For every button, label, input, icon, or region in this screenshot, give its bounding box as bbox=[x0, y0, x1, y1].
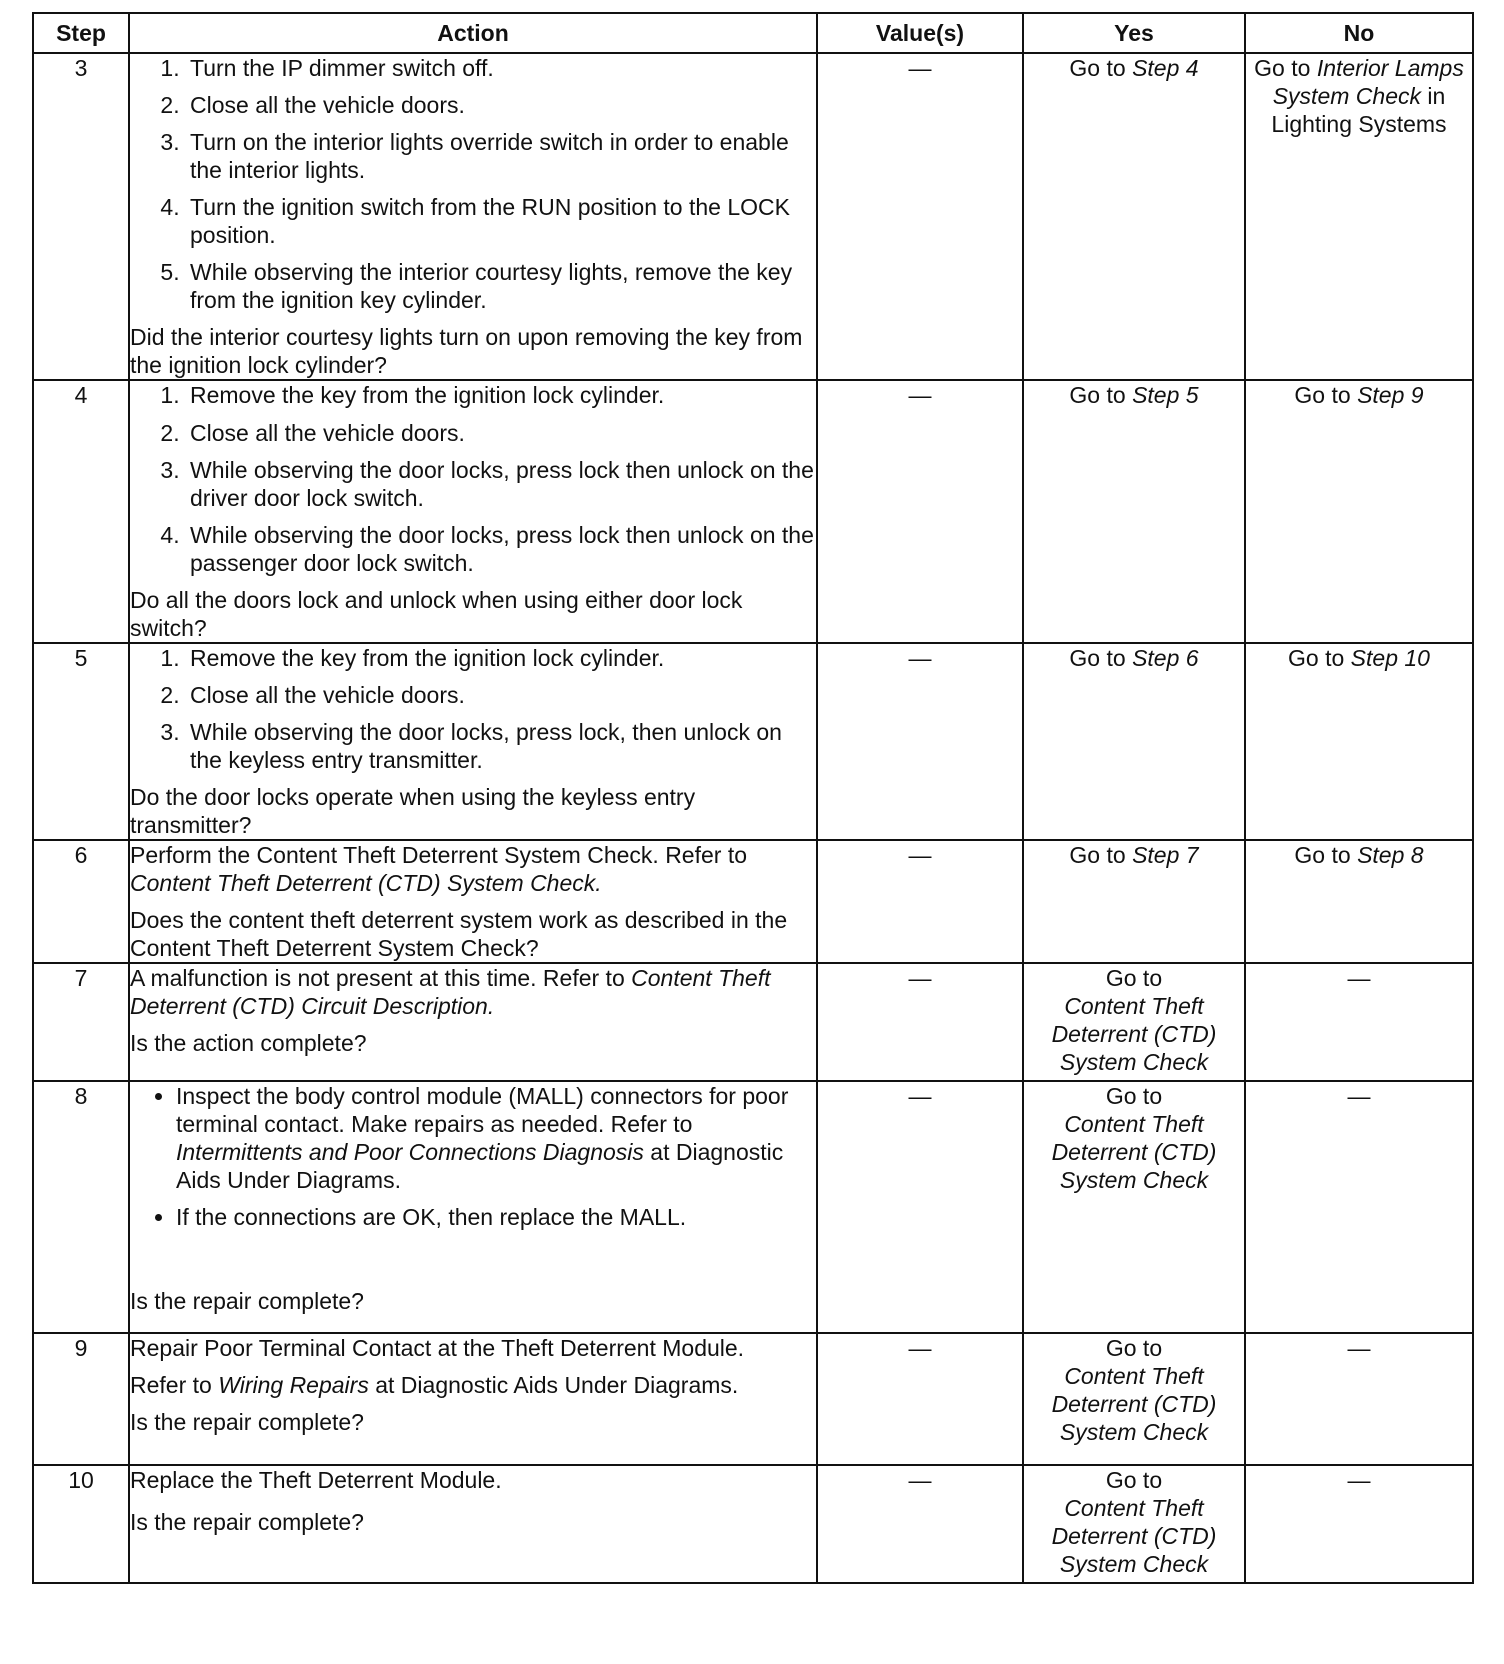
no-cell bbox=[1245, 643, 1473, 840]
no-cell: — bbox=[1245, 1081, 1473, 1333]
step-number: 8 bbox=[33, 1081, 129, 1333]
yes-prefix: Go to bbox=[1105, 965, 1163, 992]
table-row bbox=[33, 53, 1473, 380]
action-cell bbox=[129, 840, 817, 963]
yes-cell bbox=[1023, 1333, 1245, 1465]
question-text: Is the repair complete? bbox=[130, 1287, 364, 1314]
yes-prefix: Go to bbox=[1105, 1467, 1163, 1494]
table-row bbox=[33, 1465, 1473, 1583]
no-link[interactable]: Interior Lamps System Check bbox=[1272, 55, 1464, 110]
action-cell bbox=[129, 963, 817, 1081]
table-row bbox=[33, 1081, 1473, 1333]
step-number: 9 bbox=[33, 1333, 129, 1465]
action-cell bbox=[129, 643, 817, 840]
yes-prefix: Go to bbox=[1069, 382, 1133, 409]
question-text: Is the repair complete? bbox=[130, 1509, 364, 1536]
step-number: 5 bbox=[33, 643, 129, 840]
yes-link[interactable]: Step 4 bbox=[1132, 55, 1199, 81]
action-text: Replace the Theft Deterrent Module. bbox=[130, 1467, 502, 1494]
yes-cell bbox=[1023, 1465, 1245, 1583]
list-item: 1. Turn the IP dimmer switch off. bbox=[186, 54, 816, 82]
list-item: 3. Turn on the interior lights override switch in order to enable the interior lights. bbox=[186, 128, 816, 184]
list-item: 5. While observing the interior courtesy lights, remove the key from the ignition key cylinder. bbox=[186, 258, 816, 314]
action-cell bbox=[129, 1081, 817, 1333]
list-item: 4. While observing the door locks, press lock then unlock on the passenger door lock switch. bbox=[186, 521, 816, 577]
header-no: No bbox=[1245, 13, 1473, 53]
ref-prefix: Refer to bbox=[130, 1372, 219, 1399]
list-item: 1. Remove the key from the ignition lock cylinder. bbox=[186, 644, 816, 672]
action-bullets-list bbox=[130, 1082, 816, 1230]
yes-link[interactable]: Step 6 bbox=[1132, 644, 1199, 671]
value-cell: — bbox=[817, 380, 1023, 642]
value-cell: — bbox=[817, 643, 1023, 840]
action-text-plain: A malfunction is not present at this time. Refer to bbox=[130, 965, 632, 992]
action-text bbox=[130, 841, 816, 897]
reference-link[interactable]: Intermittents and Poor Connections Diagnosis bbox=[176, 1139, 644, 1166]
action-text bbox=[130, 964, 816, 1020]
yes-link[interactable]: Content Theft Deterrent (CTD) System Check bbox=[1051, 1363, 1217, 1446]
action-steps-list bbox=[130, 644, 816, 774]
no-prefix: Go to bbox=[1254, 55, 1317, 81]
bullet-text-suffix: at Diagnostic Aids Under Diagrams. bbox=[176, 1139, 784, 1194]
yes-cell bbox=[1023, 380, 1245, 642]
question-text: Do the door locks operate when using the keyless entry transmitter? bbox=[130, 784, 696, 839]
step-number: 7 bbox=[33, 963, 129, 1081]
reference-text bbox=[130, 1371, 816, 1399]
question-text: Do all the doors lock and unlock when using either door lock switch? bbox=[130, 586, 743, 641]
reference-link[interactable]: Wiring Repairs bbox=[218, 1372, 369, 1399]
value-cell: — bbox=[817, 840, 1023, 963]
header-values: Value(s) bbox=[817, 13, 1023, 53]
header-action: Action bbox=[129, 13, 817, 53]
value-cell: — bbox=[817, 1333, 1023, 1465]
yes-prefix: Go to bbox=[1105, 1335, 1163, 1362]
action-cell bbox=[129, 53, 817, 380]
action-steps-list bbox=[130, 54, 816, 314]
no-link[interactable]: Step 10 bbox=[1350, 644, 1430, 671]
reference-link[interactable]: Content Theft Deterrent (CTD) Circuit Description. bbox=[130, 965, 771, 1020]
yes-cell bbox=[1023, 643, 1245, 840]
list-item: 2. Close all the vehicle doors. bbox=[186, 681, 816, 709]
step-number: 3 bbox=[33, 53, 129, 380]
yes-cell bbox=[1023, 963, 1245, 1081]
no-cell: — bbox=[1245, 963, 1473, 1081]
reference-link[interactable]: Content Theft Deterrent (CTD) System Check. bbox=[130, 870, 602, 897]
step-number: 4 bbox=[33, 380, 129, 642]
question-text: Does the content theft deterrent system work as described in the Content Theft Deterrent System Check? bbox=[130, 907, 788, 962]
no-prefix: Go to bbox=[1288, 644, 1351, 671]
yes-link[interactable]: Content Theft Deterrent (CTD) System Check bbox=[1051, 993, 1217, 1076]
yes-prefix: Go to bbox=[1069, 55, 1133, 81]
yes-prefix: Go to bbox=[1105, 1083, 1163, 1110]
header-step: Step bbox=[33, 13, 129, 53]
step-number: 10 bbox=[33, 1465, 129, 1583]
table-row bbox=[33, 380, 1473, 642]
no-prefix: Go to bbox=[1294, 842, 1358, 869]
no-cell bbox=[1245, 53, 1473, 380]
no-cell: — bbox=[1245, 1333, 1473, 1465]
yes-cell bbox=[1023, 1081, 1245, 1333]
value-cell: — bbox=[817, 1465, 1023, 1583]
step-number: 6 bbox=[33, 840, 129, 963]
action-cell bbox=[129, 1333, 817, 1465]
question-text: Is the action complete? bbox=[130, 1030, 367, 1057]
list-item bbox=[176, 1082, 816, 1194]
yes-link[interactable]: Content Theft Deterrent (CTD) System Check bbox=[1051, 1495, 1217, 1578]
action-text: Repair Poor Terminal Contact at the Theft Deterrent Module. bbox=[130, 1335, 745, 1362]
no-cell bbox=[1245, 840, 1473, 963]
yes-link[interactable]: Content Theft Deterrent (CTD) System Check bbox=[1051, 1111, 1217, 1194]
table-row bbox=[33, 643, 1473, 840]
question-text: Is the repair complete? bbox=[130, 1409, 364, 1436]
list-item: 2. Close all the vehicle doors. bbox=[186, 419, 816, 447]
action-text-plain: Perform the Content Theft Deterrent System Check. Refer to bbox=[130, 842, 748, 869]
action-steps-list bbox=[130, 381, 816, 576]
table-row bbox=[33, 840, 1473, 963]
no-cell: — bbox=[1245, 1465, 1473, 1583]
action-cell bbox=[129, 380, 817, 642]
no-prefix: Go to bbox=[1294, 382, 1358, 409]
value-cell: — bbox=[817, 53, 1023, 380]
ref-suffix: at Diagnostic Aids Under Diagrams. bbox=[368, 1372, 739, 1399]
table-row bbox=[33, 963, 1473, 1081]
no-link[interactable]: Step 9 bbox=[1357, 382, 1424, 409]
list-item: 2. Close all the vehicle doors. bbox=[186, 91, 816, 119]
list-item: 1. Remove the key from the ignition lock cylinder. bbox=[186, 381, 816, 409]
table-header-row bbox=[33, 13, 1473, 53]
question-text: Did the interior courtesy lights turn on upon removing the key from the ignition lock cylinder? bbox=[130, 324, 803, 379]
no-suffix: in Lighting Systems bbox=[1271, 83, 1447, 138]
action-cell bbox=[129, 1465, 817, 1583]
header-yes: Yes bbox=[1023, 13, 1245, 53]
value-cell: — bbox=[817, 963, 1023, 1081]
list-item: 4. Turn the ignition switch from the RUN position to the LOCK position. bbox=[186, 193, 816, 249]
no-cell bbox=[1245, 380, 1473, 642]
list-item: 3. While observing the door locks, press lock, then unlock on the keyless entry transmitter. bbox=[186, 718, 816, 774]
list-item: • If the connections are OK, then replace the MALL. bbox=[176, 1203, 816, 1231]
table-row bbox=[33, 1333, 1473, 1465]
diagnostic-table bbox=[32, 12, 1474, 1584]
yes-link[interactable]: Step 7 bbox=[1132, 842, 1199, 869]
value-cell: — bbox=[817, 1081, 1023, 1333]
bullet-text-plain: Inspect the body control module (MALL) connectors for poor terminal contact. Make repairs as needed. Refer to bbox=[176, 1083, 789, 1138]
yes-cell bbox=[1023, 840, 1245, 963]
yes-prefix: Go to bbox=[1069, 842, 1133, 869]
no-link[interactable]: Step 8 bbox=[1357, 842, 1424, 869]
list-item: 3. While observing the door locks, press lock then unlock on the driver door lock switch. bbox=[186, 456, 816, 512]
yes-link[interactable]: Step 5 bbox=[1132, 382, 1199, 409]
yes-cell bbox=[1023, 53, 1245, 380]
yes-prefix: Go to bbox=[1069, 644, 1133, 671]
